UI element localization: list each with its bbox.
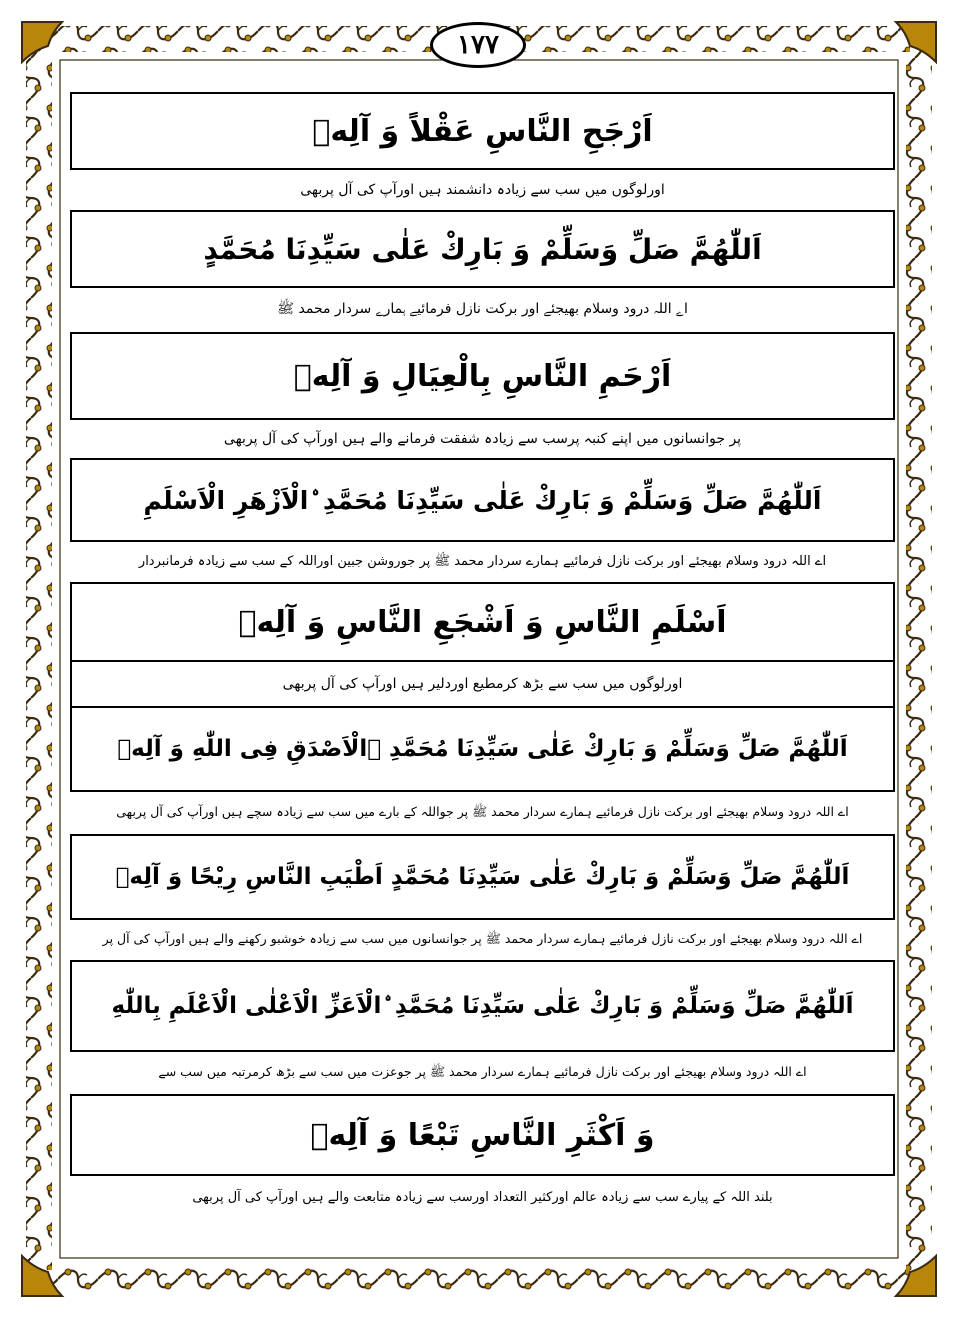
urdu-translation: اورلوگوں میں سب سے زیادہ دانشمند ہیں اورآپ کی آل پربھی [300, 182, 665, 198]
arabic-text-box: وَ اَكْثَرِ النَّاسِ تَبْعًا وَ آلِهٖ [70, 1094, 895, 1176]
urdu-translation: اے اللہ درود وسلام بھیجئے اور برکت نازل فرمائیے ہمارے سردار محمد ﷺ پر جوعزت میں سب سے بڑھ کرمرتبہ میں سب سے [158, 1063, 807, 1079]
urdu-translation: اے اللہ درود وسلام بھیجئے اور برکت نازل فرمائیے ہمارے سردار محمد ﷺ پر جوانسانوں میں سب سے زیادہ خوشبو رکھنے والے ہیں اورآپ کی آل پر [102, 930, 863, 946]
arabic-text-box: اَرْجَحِ النَّاسِ عَقْلاً وَ آلِهٖ [70, 92, 895, 170]
arabic-text-box: اَللّٰھُمَّ صَلِّ وَسَلِّمْ وَ بَارِكْ عَلٰی سَیِّدِنَا مُحَمَّدِ ۨالْاَعَزِّ الْاَعْلٰی الْاَعْلَمِ بِاللّٰهِ [70, 960, 895, 1052]
page-content [70, 92, 895, 1218]
arabic-text-box: اَللّٰھُمَّ صَلِّ وَسَلِّمْ وَ بَارِكْ عَلٰی سَیِّدِنَا مُحَمَّدٍ [70, 210, 895, 288]
arabic-text-box: اَسْلَمِ النَّاسِ وَ اَشْجَعِ النَّاسِ وَ آلِهٖ [70, 582, 895, 662]
urdu-translation: اے اللہ درود وسلام بھیجئے اور برکت نازل فرمائیے ہمارے سردار محمد ﷺ [277, 301, 688, 317]
page-number: ١٧٧ [430, 22, 526, 68]
urdu-translation: اورلوگوں میں سب سے بڑھ کرمطیع اوردلیر ہیں اورآپ کی آل پربھی [70, 662, 895, 708]
urdu-translation: پر جوانسانوں میں اپنے کنبہ پرسب سے زیادہ شفقت فرمانے والے ہیں اورآپ کی آل پربھی [223, 431, 742, 447]
arabic-text-box: اَللّٰھُمَّ صَلِّ وَسَلِّمْ وَ بَارِكْ عَلٰی سَیِّدِنَا مُحَمَّدٍ اَطْیَبِ النَّاسِ رِیْحًا وَ آلِهٖ [70, 834, 895, 920]
urdu-translation: بلند اللہ کے پیارے سب سے زیادہ عالم اورکثیر التعداد اورسب سے زیادہ متابعت والے ہیں اورآپ کی آل پربھی [192, 1189, 773, 1205]
urdu-translation: اے اللہ درود وسلام بھیجئے اور برکت نازل فرمائیے ہمارے سردار محمد ﷺ پر جواللہ کے بارے میں سب سے زیادہ سچے ہیں اورآپ کی آل پربھی [116, 803, 849, 819]
urdu-translation: اے اللہ درود وسلام بھیجئے اور برکت نازل فرمائیے ہمارے سردار محمد ﷺ پر جوروشن جبین اوراللہ کے سب سے زیادہ فرمانبردار [138, 553, 827, 569]
arabic-text-box: اَللّٰھُمَّ صَلِّ وَسَلِّمْ وَ بَارِكْ عَلٰی سَیِّدِنَا مُحَمَّدِ ۨالْاَصْدَقِ فِی اللّٰهِ وَ آلِهٖ [70, 708, 895, 792]
arabic-text-box: اَللّٰھُمَّ صَلِّ وَسَلِّمْ وَ بَارِكْ عَلٰی سَیِّدِنَا مُحَمَّدِ ۨالْاَزْھَرِ الْاَسْلَمِ [70, 458, 895, 542]
arabic-text-box: اَرْحَمِ النَّاسِ بِالْعِیَالِ وَ آلِهٖ [70, 332, 895, 420]
